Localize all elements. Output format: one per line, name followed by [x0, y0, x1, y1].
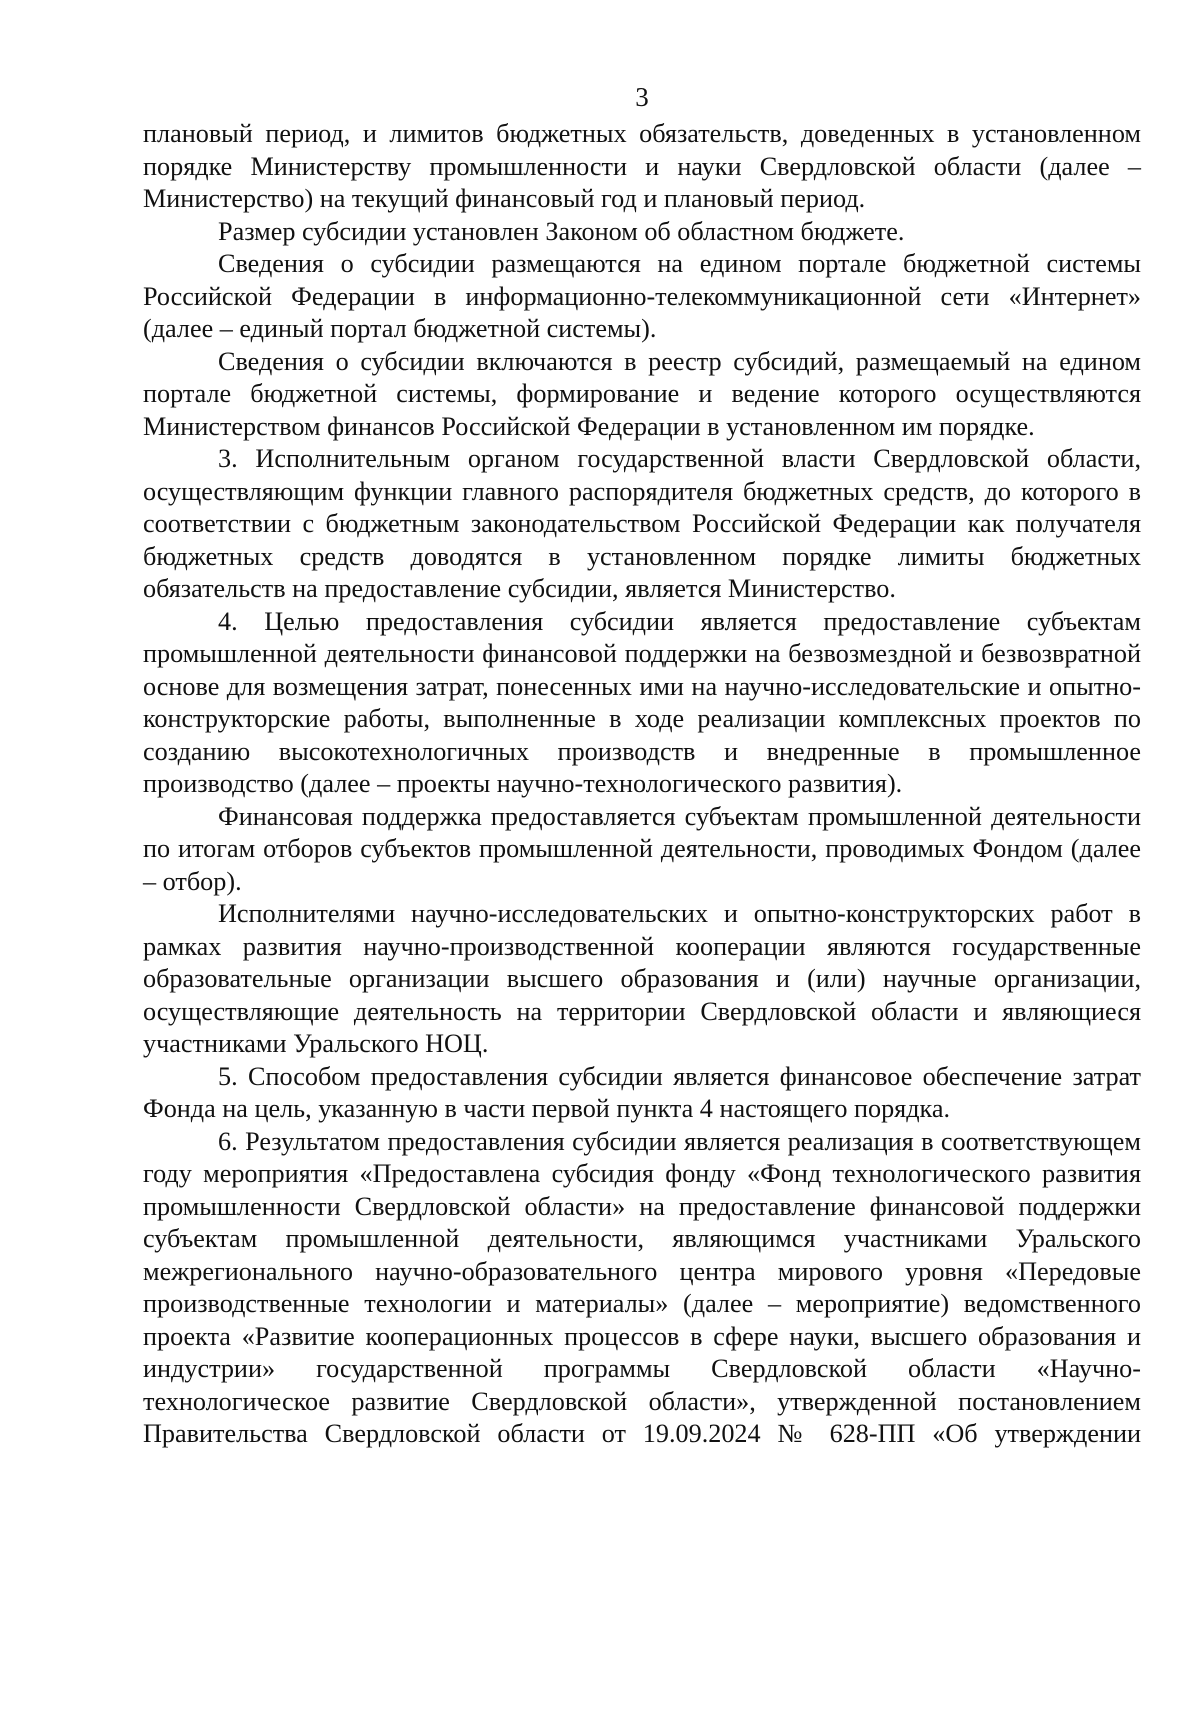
paragraph-contractors: Исполнителями научно-исследовательских и опытно-конструкторских работ в рамках развития научно-производственной кооперации являются государственные образовательные организации высшего образования и (или) научные организации, осуществляющие деятельность на территории Свердловской области и являющиеся участниками Уральского НОЦ.: [143, 899, 1141, 1058]
paragraph-financial-support: Финансовая поддержка предоставляется субъектам промышленной деятельности по итогам отборов субъектов промышленной деятельности, проводимых Фондом (далее – отбор).: [143, 801, 1141, 896]
paragraph-item-3: 3. Исполнительным органом государственной власти Свердловской области, осуществляющим функции главного распорядителя бюджетных средств, до которого в соответствии с бюджетным законодательством Российской Федерации как получателя бюджетных средств доводятся в установленном порядке лимиты бюджетных обязательств на предоставление субсидии, является Министерство.: [143, 444, 1141, 603]
paragraph-item-6: 6. Результатом предоставления субсидии является реализация в соответствующем году мероприятия «Предоставлена субсидия фонду «Фонд технологического развития промышленности Свердловской области» на предоставление финансовой поддержки субъектам промышленной деятельности, являющимся участниками Уральского межрегионального научно-образовательного центра мирового уровня «Передовые производственные технологии и материалы» (далее – мероприятие) ведомственного проекта «Развитие кооперационных процессов в сфере науки, высшего образования и индустрии» государственной программы Свердловской области «Научно-технологическое развитие Свердловской области», утвержденной постановлением Правительства Свердловской области от 19.09.2024 № 628-ПП «Об утверждении: [143, 1126, 1141, 1448]
page-number: 3: [635, 82, 649, 112]
paragraph-subsidy-portal: Сведения о субсидии размещаются на едином портале бюджетной системы Российской Федерации в информационно-телекоммуникационной сети «Интернет» (далее – единый портал бюджетной системы).: [143, 249, 1141, 343]
paragraph-continuation: плановый период, и лимитов бюджетных обязательств, доведенных в установленном порядке Министерству промышленности и науки Свердловской области (далее – Министерство) на текущий финансовый год и плановый период.: [143, 119, 1141, 213]
paragraph-item-5: 5. Способом предоставления субсидии является финансовое обеспечение затрат Фонда на цель, указанную в части первой пункта 4 настоящего порядка.: [143, 1061, 1141, 1123]
paragraph-subsidy-size: Размер субсидии установлен Законом об областном бюджете.: [218, 216, 905, 246]
paragraph-item-4: 4. Целью предоставления субсидии является предоставление субъектам промышленной деятельности финансовой поддержки на безвозмездной и безвозвратной основе для возмещения затрат, понесенных ими на научно-исследовательские и опытно-конструкторские работы, выполненные в ходе реализации комплексных проектов по созданию высокотехнологичных производств и внедренные в промышленное производство (далее – проекты научно-технологического развития).: [143, 606, 1141, 798]
document-page: [143, 82, 1141, 1451]
paragraph-subsidy-registry: Сведения о субсидии включаются в реестр субсидий, размещаемый на едином портале бюджетной системы, формирование и ведение которого осуществляются Министерством финансов Российской Федерации в установленном им порядке.: [143, 346, 1141, 441]
